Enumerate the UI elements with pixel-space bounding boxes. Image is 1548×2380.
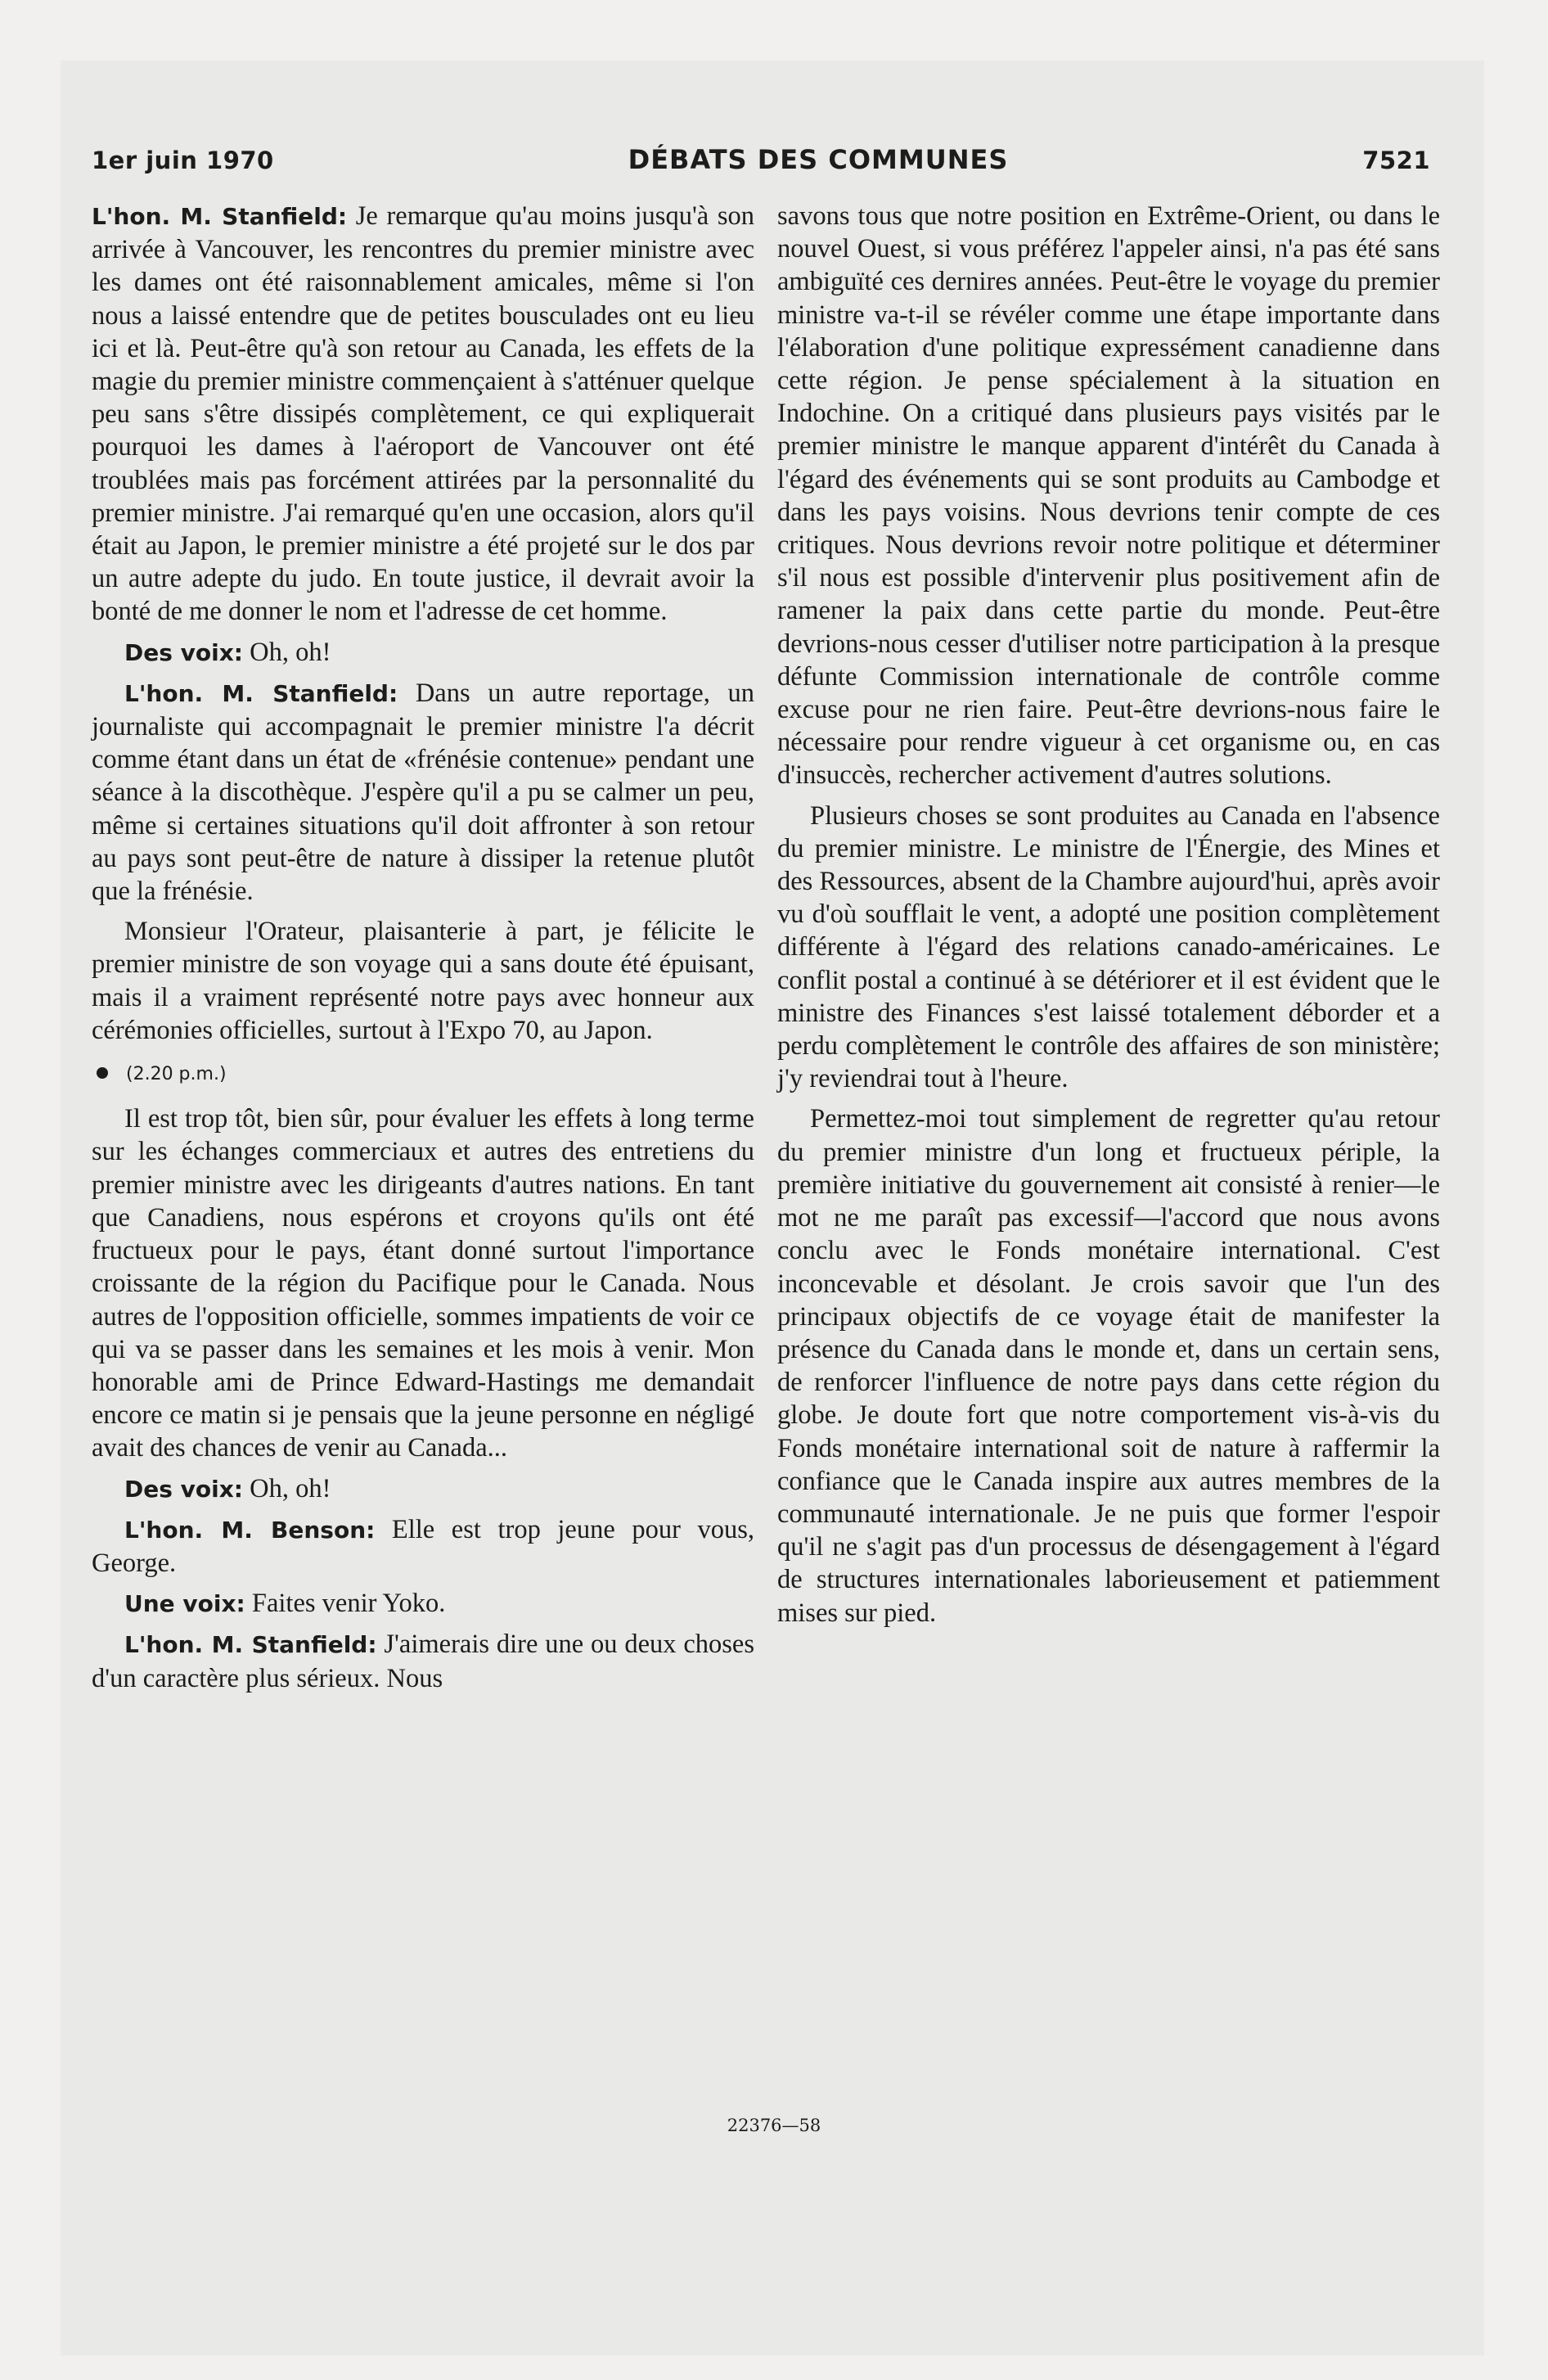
header-page-number: 7521 xyxy=(1362,146,1430,174)
left-column xyxy=(92,200,754,1702)
page-footer xyxy=(0,2116,1548,2135)
time-marker xyxy=(92,1058,754,1091)
paragraph-text: Je remarque qu'au moins jusqu'à son arrivée à Vancouver, les rencontres du premier ministre avec les dames ont été raisonnablement amicales, même si l'on nous a laissé entendre que de petites bousculades ont eu lieu ici et là. Peut-être qu'à son retour au Canada, les effets de la magie du premier ministre commençaient à s'atténuer quelque peu sans s'être dissipés complètement, ce qui expliquerait pourquoi les dames à l'aéroport de Vancouver ont été troublées mais pas forcément attirées par la personnalité du premier ministre. J'ai remarqué qu'en une occasion, alors qu'il était au Japon, le premier ministre a été projeté sur le dos par un autre adepte du judo. En toute justice, il devrait avoir la bonté de me donner le nom et l'adresse de cet homme. xyxy=(92,201,754,627)
paragraph xyxy=(92,1472,754,1506)
paragraph-text: Plusieurs choses se sont produites au Canada en l'absence du premier ministre. Le ministre de l'Énergie, des Mines et des Ressources, absent de la Chambre aujourd'hui, après avoir vu d'où soufflait le vent, a adopté une position complètement différente à l'égard des relations canado-américaines. Le conflit postal a continué à se détériorer et il est évident que le ministre des Finances s'est laissé totalement déborder et a perdu complètement le contrôle des affaires de son ministère; j'y reviendrai tout à l'heure. xyxy=(777,800,1440,1094)
paragraph-text: Dans un autre reportage, un journaliste qui accompagnait le premier ministre l'a décrit comme étant dans un état de «frénésie contenue» pendant une séance à la discothèque. J'espère qu'il a pu se calmer un peu, même si certaines situations qu'il doit affronter à son retour au pays sont peut-être de nature à dissiper la retenue plutôt que la frénésie. xyxy=(92,678,754,907)
paragraph xyxy=(92,200,754,629)
paragraph-text: Faites venir Yoko. xyxy=(245,1589,446,1619)
footer-code: 22376—58 xyxy=(727,2116,821,2135)
header-date: 1er juin 1970 xyxy=(92,146,274,174)
speaker-name: L'hon. M. Stanfield: xyxy=(124,679,398,707)
header-title: DÉBATS DES COMMUNES xyxy=(628,144,1009,175)
paragraph-text: Oh, oh! xyxy=(243,637,331,667)
paragraph xyxy=(777,200,1440,792)
paragraph-text: Elle est trop jeune pour vous, George. xyxy=(92,1514,754,1578)
bullet-dot-icon xyxy=(97,1067,108,1079)
speaker-name: L'hon. M. Stanfield: xyxy=(124,1631,377,1659)
paragraph-text: savons tous que notre position en Extrême-Orient, ou dans le nouvel Ouest, si vous préférez l'appeler ainsi, n'a pas été sans ambiguïté ces dernires années. Peut-être le voyage du premier ministre va-t-il se révéler comme une étape importante dans l'élaboration d'une politique expressément canadienne dans cette région. Je pense spécialement à la situation en Indochine. On a critiqué dans plusieurs pays visités par le premier ministre le manque apparent d'intérêt du Canada à l'égard des événements qui se sont produits au Cambodge et dans les pays voisins. Nous devrions tenir compte de ces critiques. Nous devrions revoir notre politique et déterminer s'il nous est possible d'intervenir plus positivement afin de ramener la paix dans cette partie du monde. Peut-être devrions-nous cesser d'utiliser notre participation à la presque défunte Commission internationale de contrôle comme excuse pour ne rien faire. Peut-être devrions-nous faire le nécessaire pour rendre vigueur à cet organisme ou, en cas d'insuccès, rechercher activement d'autres solutions. xyxy=(777,201,1440,791)
speaker-name: L'hon. M. Stanfield: xyxy=(92,203,348,230)
paragraph-text: Il est trop tôt, bien sûr, pour évaluer les effets à long terme sur les échanges commerciaux et autres des entretiens du premier ministre avec les dirigeants d'autres nations. En tant que Canadiens, nous espérons et croyons qu'ils ont été fructueux pour le pays, étant donné surtout l'importance croissante de la région du Pacifique pour le Canada. Nous autres de l'opposition officielle, sommes impatients de voir ce qui va se passer dans les semaines et les mois à venir. Mon honorable ami de Prince Edward-Hastings me demandait encore ce matin si je pensais que la jeune personne en négligé avait des chances de venir au Canada... xyxy=(92,1104,754,1463)
paragraph xyxy=(92,915,754,1047)
page-header xyxy=(92,144,1430,175)
paragraph-text: Oh, oh! xyxy=(243,1473,331,1503)
paragraph xyxy=(92,1628,754,1694)
paragraph xyxy=(92,677,754,908)
speaker-name: L'hon. M. Benson: xyxy=(124,1516,376,1544)
paragraph xyxy=(92,1102,754,1464)
time-marker-text: (2.20 p.m.) xyxy=(126,1064,227,1085)
paragraph-text: Monsieur l'Orateur, plaisanterie à part, je félicite le premier ministre de son voyage qui a sans doute été épuisant, mais il a vraiment représenté notre pays avec honneur aux cérémonies officielles, surtout à l'Expo 70, au Japon. xyxy=(92,917,754,1045)
paragraph-text: Permettez-moi tout simplement de regretter qu'au retour du premier ministre d'un long et fructueux périple, la première initiative du gouvernement ait consisté à renier—le mot ne me paraît pas excessif—l'accord que nous avons conclu avec le Fonds monétaire international. C'est inconcevable et désolant. Je crois savoir que l'un des principaux objectifs de ce voyage était de manifester la présence du Canada dans le monde et, dans un certain sens, de renforcer l'influence de notre pays dans cette région du globe. Je doute fort que notre comportement vis-à-vis du Fonds monétaire international soit de nature à raffermir la confiance que le Canada inspire aux autres membres de la communauté internationale. Je ne puis que former l'espoir qu'il ne s'agit pas d'un processus de désengagement à l'égard de structures internationales laborieusement et patiemment mises sur pied. xyxy=(777,1104,1440,1628)
speaker-name: Une voix: xyxy=(124,1590,245,1618)
right-column xyxy=(777,200,1440,1637)
paragraph xyxy=(92,636,754,669)
paragraph xyxy=(777,1102,1440,1629)
speaker-name: Des voix: xyxy=(124,1475,243,1503)
paragraph xyxy=(777,800,1440,1096)
paragraph xyxy=(92,1513,754,1580)
speaker-name: Des voix: xyxy=(124,638,243,666)
paragraph xyxy=(92,1587,754,1620)
paragraph-text: J'aimerais dire une ou deux choses d'un caractère plus sérieux. Nous xyxy=(92,1629,754,1693)
